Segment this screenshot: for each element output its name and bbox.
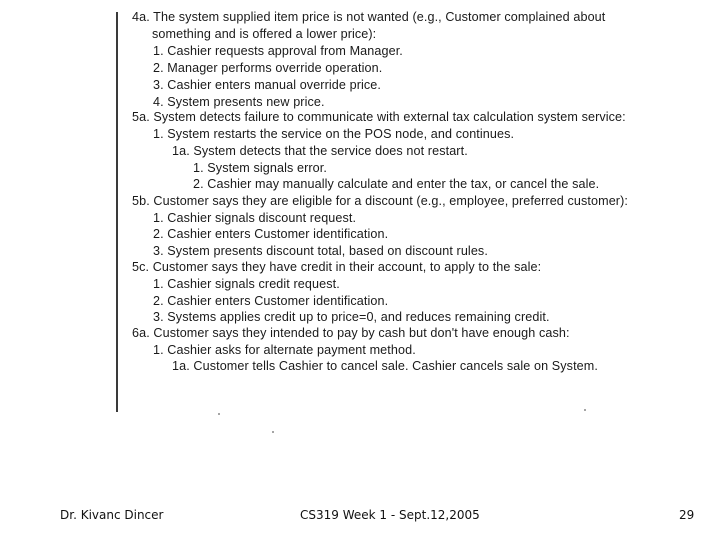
text-line: 6a. Customer says they intended to pay by cash but don't have enough cash: [132, 326, 570, 340]
text-line: 1. Cashier asks for alternate payment method. [153, 343, 416, 357]
text-line: 1. System signals error. [193, 161, 327, 175]
text-line: 4. System presents new price. [153, 95, 325, 109]
text-line: 2. Cashier enters Customer identification. [153, 294, 389, 308]
text-line: 1. Cashier requests approval from Manager. [153, 44, 403, 58]
text-line: something and is offered a lower price): [152, 27, 377, 41]
text-line: 1a. Customer tells Cashier to cancel sale. Cashier cancels sale on System. [172, 359, 598, 373]
text-line: 5c. Customer says they have credit in their account, to apply to the sale: [132, 260, 542, 274]
scan-speck [584, 409, 586, 411]
footer-course: CS319 Week 1 - Sept.12,2005 [300, 508, 480, 522]
text-line: 3. System presents discount total, based on discount rules. [153, 244, 488, 258]
text-line: 1. Cashier signals discount request. [153, 211, 357, 225]
text-line: 4a. The system supplied item price is not wanted (e.g., Customer complained about [132, 10, 606, 24]
text-line: 3. Cashier enters manual override price. [153, 78, 381, 92]
text-line: 1a. System detects that the service does not restart. [172, 144, 468, 158]
text-line: 2. Cashier enters Customer identification. [153, 227, 389, 241]
text-line: 5a. System detects failure to communicate with external tax calculation system service: [132, 110, 626, 124]
text-line: 1. Cashier signals credit request. [153, 277, 340, 291]
text-line: 3. Systems applies credit up to price=0, and reduces remaining credit. [153, 310, 550, 324]
scan-speck [272, 431, 274, 433]
scan-speck [218, 413, 220, 415]
text-line: 1. System restarts the service on the POS node, and continues. [153, 127, 515, 141]
text-line: 5b. Customer says they are eligible for a discount (e.g., employee, preferred customer): [132, 194, 628, 208]
footer-author: Dr. Kivanc Dincer [60, 508, 164, 522]
text-line: 2. Manager performs override operation. [153, 61, 383, 75]
footer-page-number: 29 [679, 508, 695, 522]
text-line: 2. Cashier may manually calculate and enter the tax, or cancel the sale. [193, 177, 600, 191]
